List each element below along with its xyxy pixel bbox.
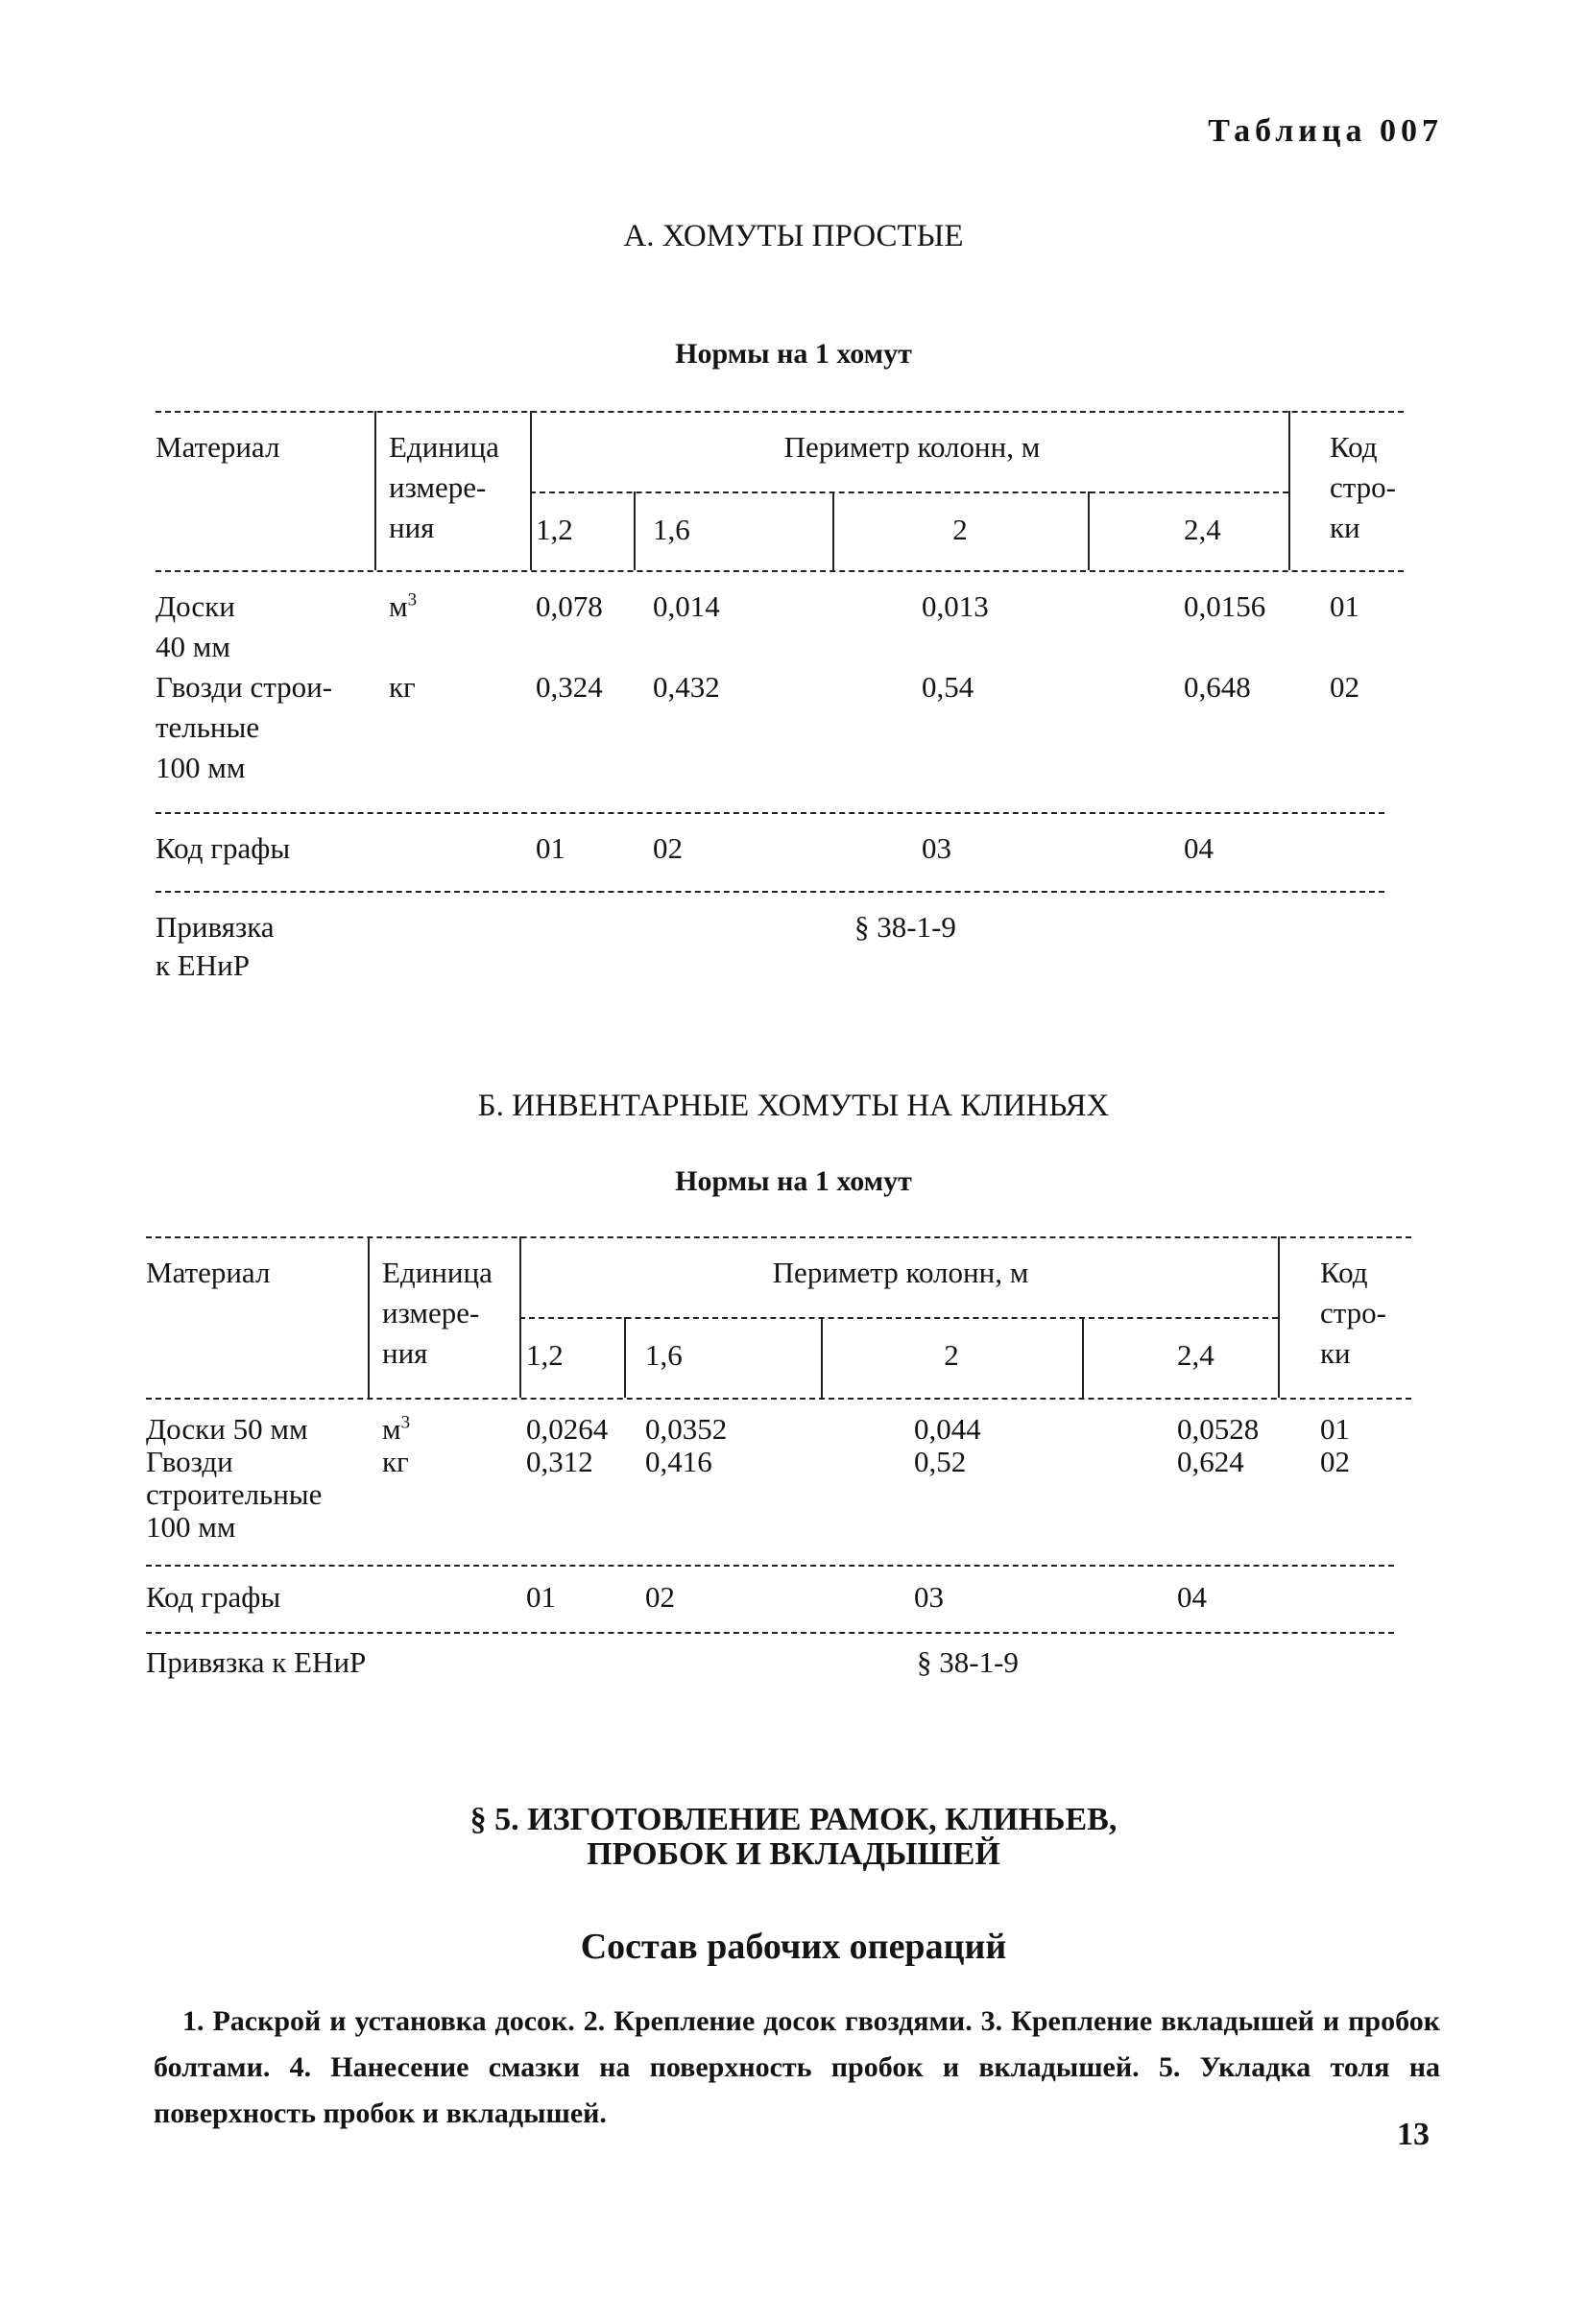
b-row-2-val-1: 0,312 <box>526 1445 593 1478</box>
section-5-title-2: ПРОБОК И ВКЛАДЫШЕЙ <box>587 1836 1000 1872</box>
row-1-material-1: Доски <box>156 589 235 623</box>
header-unit-1: Единица <box>389 430 499 464</box>
column-code-3: 03 <box>922 831 951 865</box>
row-2-unit: кг <box>389 670 416 704</box>
row-1-code: 01 <box>1330 589 1359 623</box>
b-header-col-4: 2,4 <box>1177 1338 1214 1372</box>
column-code-1: 01 <box>536 831 565 865</box>
b-row-1-val-2: 0,0352 <box>645 1412 728 1446</box>
b-header-col-1: 1,2 <box>526 1338 564 1372</box>
table-number: Таблица 007 <box>1208 113 1443 149</box>
ref-label-1: Привязка <box>156 910 275 944</box>
header-col-2: 1,6 <box>653 513 690 546</box>
b-row-2-unit: кг <box>382 1445 409 1478</box>
header-code-3: ки <box>1330 511 1360 544</box>
section-a-title: А. ХОМУТЫ ПРОСТЫЕ <box>623 219 964 253</box>
b-row-1-material: Доски 50 мм <box>146 1412 308 1446</box>
b-row-2-val-2: 0,416 <box>645 1445 712 1478</box>
header-unit-3: ния <box>389 511 435 544</box>
header-col-3: 2 <box>952 513 968 546</box>
b-header-code-1: Код <box>1320 1256 1368 1289</box>
row-2-material-3: 100 мм <box>156 751 246 784</box>
b-header-unit-1: Единица <box>382 1256 493 1289</box>
b-header-code-2: стро- <box>1320 1296 1387 1330</box>
row-2-val-4: 0,648 <box>1184 670 1251 704</box>
b-row-2-code: 02 <box>1320 1445 1350 1478</box>
header-perimeter: Периметр колонн, м <box>783 430 1041 464</box>
operations-text: 1. Раскрой и установка досок. 2. Крепление досок гвоздями. 3. Крепление вкладышей и пробок болтами. 4. Нанесение смазки на поверхность пробок и вкладышей. 5. Укладка толя на поверхность пробок и вкладышей. <box>154 2005 1440 2129</box>
header-unit-2: измере- <box>389 470 487 504</box>
b-header-unit-2: измере- <box>382 1296 480 1330</box>
b-column-code-1: 01 <box>526 1580 556 1614</box>
header-code-2: стро- <box>1330 470 1397 504</box>
b-row-2-val-3: 0,52 <box>914 1445 967 1478</box>
row-1-val-2: 0,014 <box>653 589 720 623</box>
b-row-1-val-4: 0,0528 <box>1177 1412 1260 1446</box>
row-2-val-3: 0,54 <box>922 670 974 704</box>
b-row-2-material-3: 100 мм <box>146 1510 236 1544</box>
row-2-val-2: 0,432 <box>653 670 720 704</box>
b-ref-value: § 38-1-9 <box>917 1645 1019 1679</box>
b-row-1-code: 01 <box>1320 1412 1350 1446</box>
header-material: Материал <box>156 430 280 464</box>
b-column-code-3: 03 <box>914 1580 944 1614</box>
ref-label-2: к ЕНиР <box>156 948 250 982</box>
b-header-perimeter: Периметр колонн, м <box>772 1256 1029 1289</box>
row-2-material-1: Гвозди строи- <box>156 670 333 704</box>
column-code-2: 02 <box>653 831 683 865</box>
b-column-code-2: 02 <box>645 1580 675 1614</box>
b-row-2-val-4: 0,624 <box>1177 1445 1244 1478</box>
row-1-material-2: 40 мм <box>156 630 230 663</box>
row-1-val-1: 0,078 <box>536 589 603 623</box>
b-ref-label: Привязка к ЕНиР <box>146 1645 367 1679</box>
header-col-1: 1,2 <box>536 513 573 546</box>
section-b-title: Б. ИНВЕНТАРНЫЕ ХОМУТЫ НА КЛИНЬЯХ <box>477 1089 1110 1123</box>
column-code-4: 04 <box>1184 831 1214 865</box>
b-column-code-4: 04 <box>1177 1580 1207 1614</box>
b-header-unit-3: ния <box>382 1336 428 1370</box>
row-1-unit: $м^3$ <box>389 589 418 623</box>
section-b-norms: Нормы на 1 хомут <box>675 1165 912 1197</box>
b-header-material: Материал <box>146 1256 271 1289</box>
b-column-code-label: Код графы <box>146 1580 281 1614</box>
ref-value: § 38-1-9 <box>854 910 956 944</box>
column-code-label: Код графы <box>156 831 291 865</box>
b-row-2-material-1: Гвозди <box>146 1445 233 1478</box>
row-2-code: 02 <box>1330 670 1359 704</box>
section-5-title-1: § 5. ИЗГОТОВЛЕНИЕ РАМОК, КЛИНЬЕВ, <box>469 1802 1118 1837</box>
row-1-val-4: 0,0156 <box>1184 589 1266 623</box>
b-header-col-2: 1,6 <box>645 1338 683 1372</box>
b-row-2-material-2: строительные <box>146 1477 323 1511</box>
b-header-col-3: 2 <box>944 1338 959 1372</box>
b-row-1-unit: $м^3$ <box>382 1412 411 1446</box>
operations-title: Состав рабочих операций <box>580 1927 1007 1967</box>
row-2-material-2: тельные <box>156 710 260 744</box>
row-2-val-1: 0,324 <box>536 670 603 704</box>
page-number: 13 <box>1397 2117 1430 2152</box>
section-a-norms: Нормы на 1 хомут <box>675 338 912 370</box>
header-col-4: 2,4 <box>1184 513 1221 546</box>
b-row-1-val-1: 0,0264 <box>526 1412 609 1446</box>
header-code-1: Код <box>1330 430 1378 464</box>
b-header-code-3: ки <box>1320 1336 1351 1370</box>
row-1-val-3: 0,013 <box>922 589 989 623</box>
b-row-1-val-3: 0,044 <box>914 1412 981 1446</box>
